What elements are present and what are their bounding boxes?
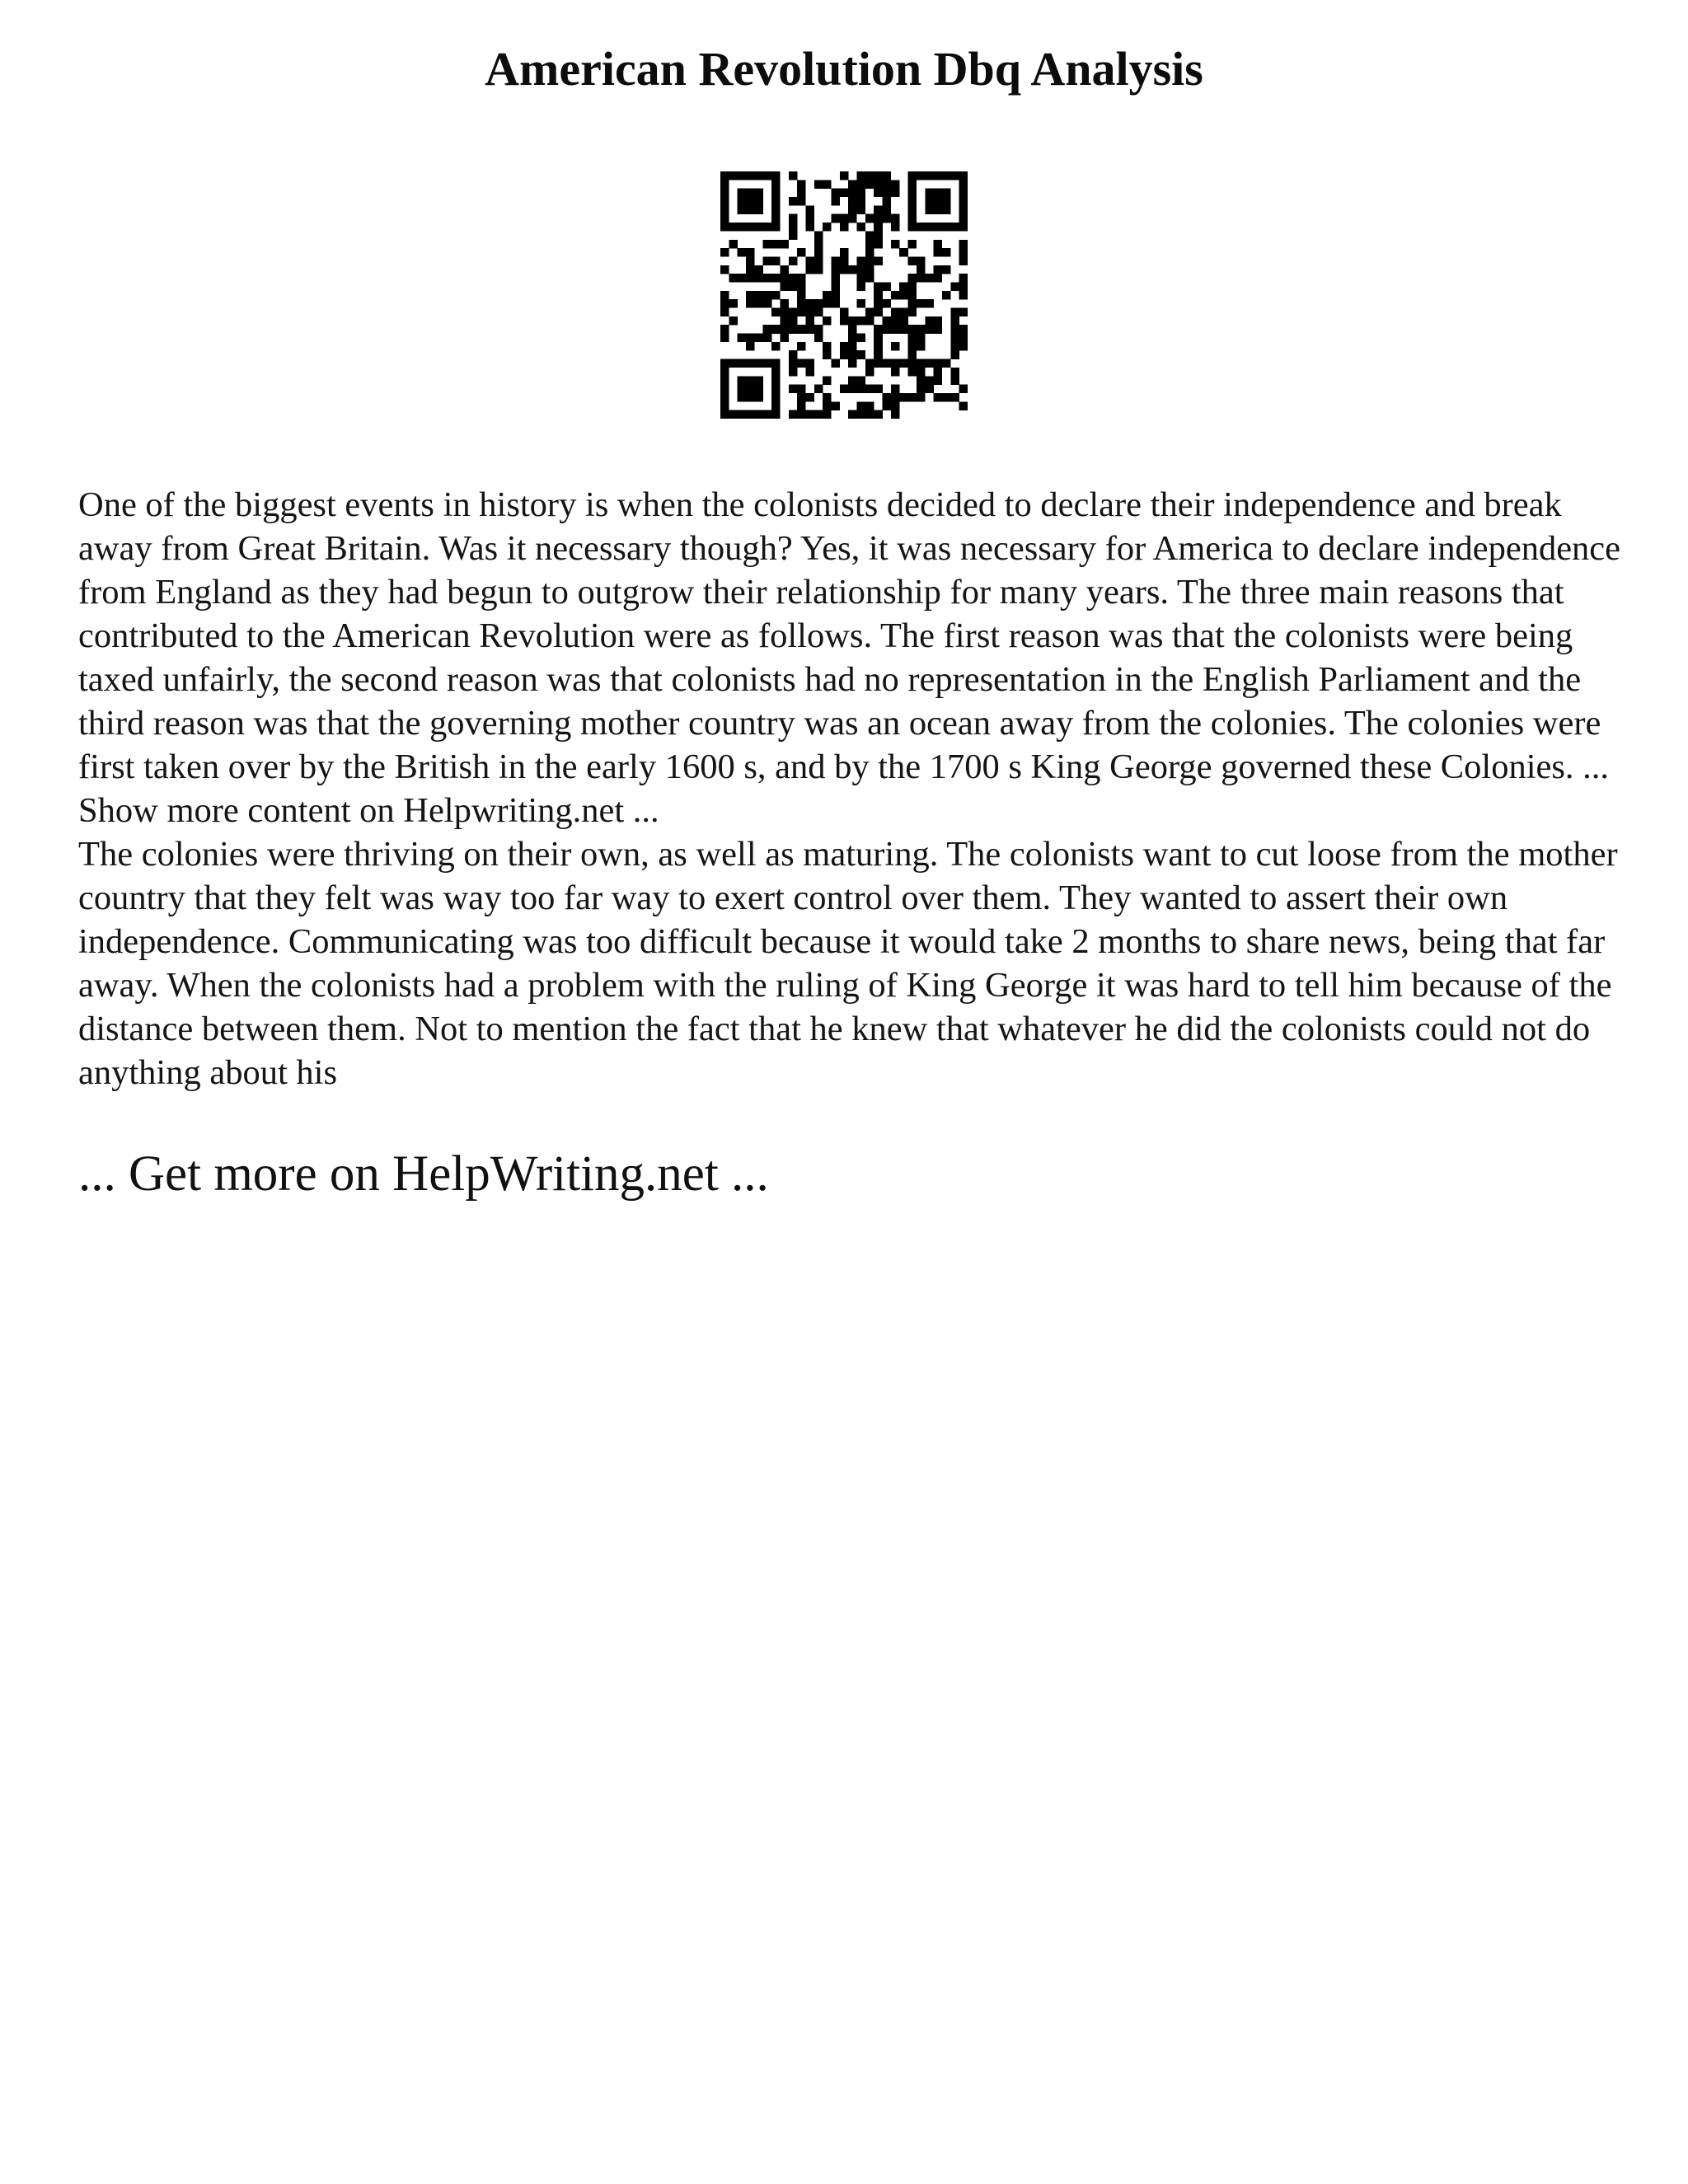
qr-code-icon[interactable] <box>720 171 968 419</box>
paragraph: One of the biggest events in history is when the colonists decided to declare their independence and break away from Great Britain. Was it necessary though? Yes, it was necessary for America to declare independence from England as they had begun to outgrow their relationship for many years. The three main reasons that contributed to the American Revolution were as follows. The first reason was that the colonists were being taxed unfairly, the second reason was that colonists had no representation in the English Parliament and the third reason was that the governing mother country was an ocean away from the colonies. The colonies were first taken over by the British in the early 1600 s, and by the 1700 s King George governed these Colonies. ... Show more content on Helpwriting.net ... <box>78 485 1621 830</box>
paragraph: The colonies were thriving on their own, as well as maturing. The colonists want to cut loose from the mother country that they felt was way too far way to exert control over them. They wanted to assert their own independence. Communicating was too difficult because it would take 2 months to share news, being that far away. When the colonists had a problem with the ruling of King George it was hard to tell him because of the distance between them. Not to mention the fact that he knew that whatever he did the colonists could not do anything about his <box>78 835 1618 1092</box>
page-title: American Revolution Dbq Analysis <box>485 42 1203 96</box>
get-more-link[interactable]: ... Get more on HelpWriting.net ... <box>78 1146 769 1202</box>
article-body <box>78 483 1628 1094</box>
